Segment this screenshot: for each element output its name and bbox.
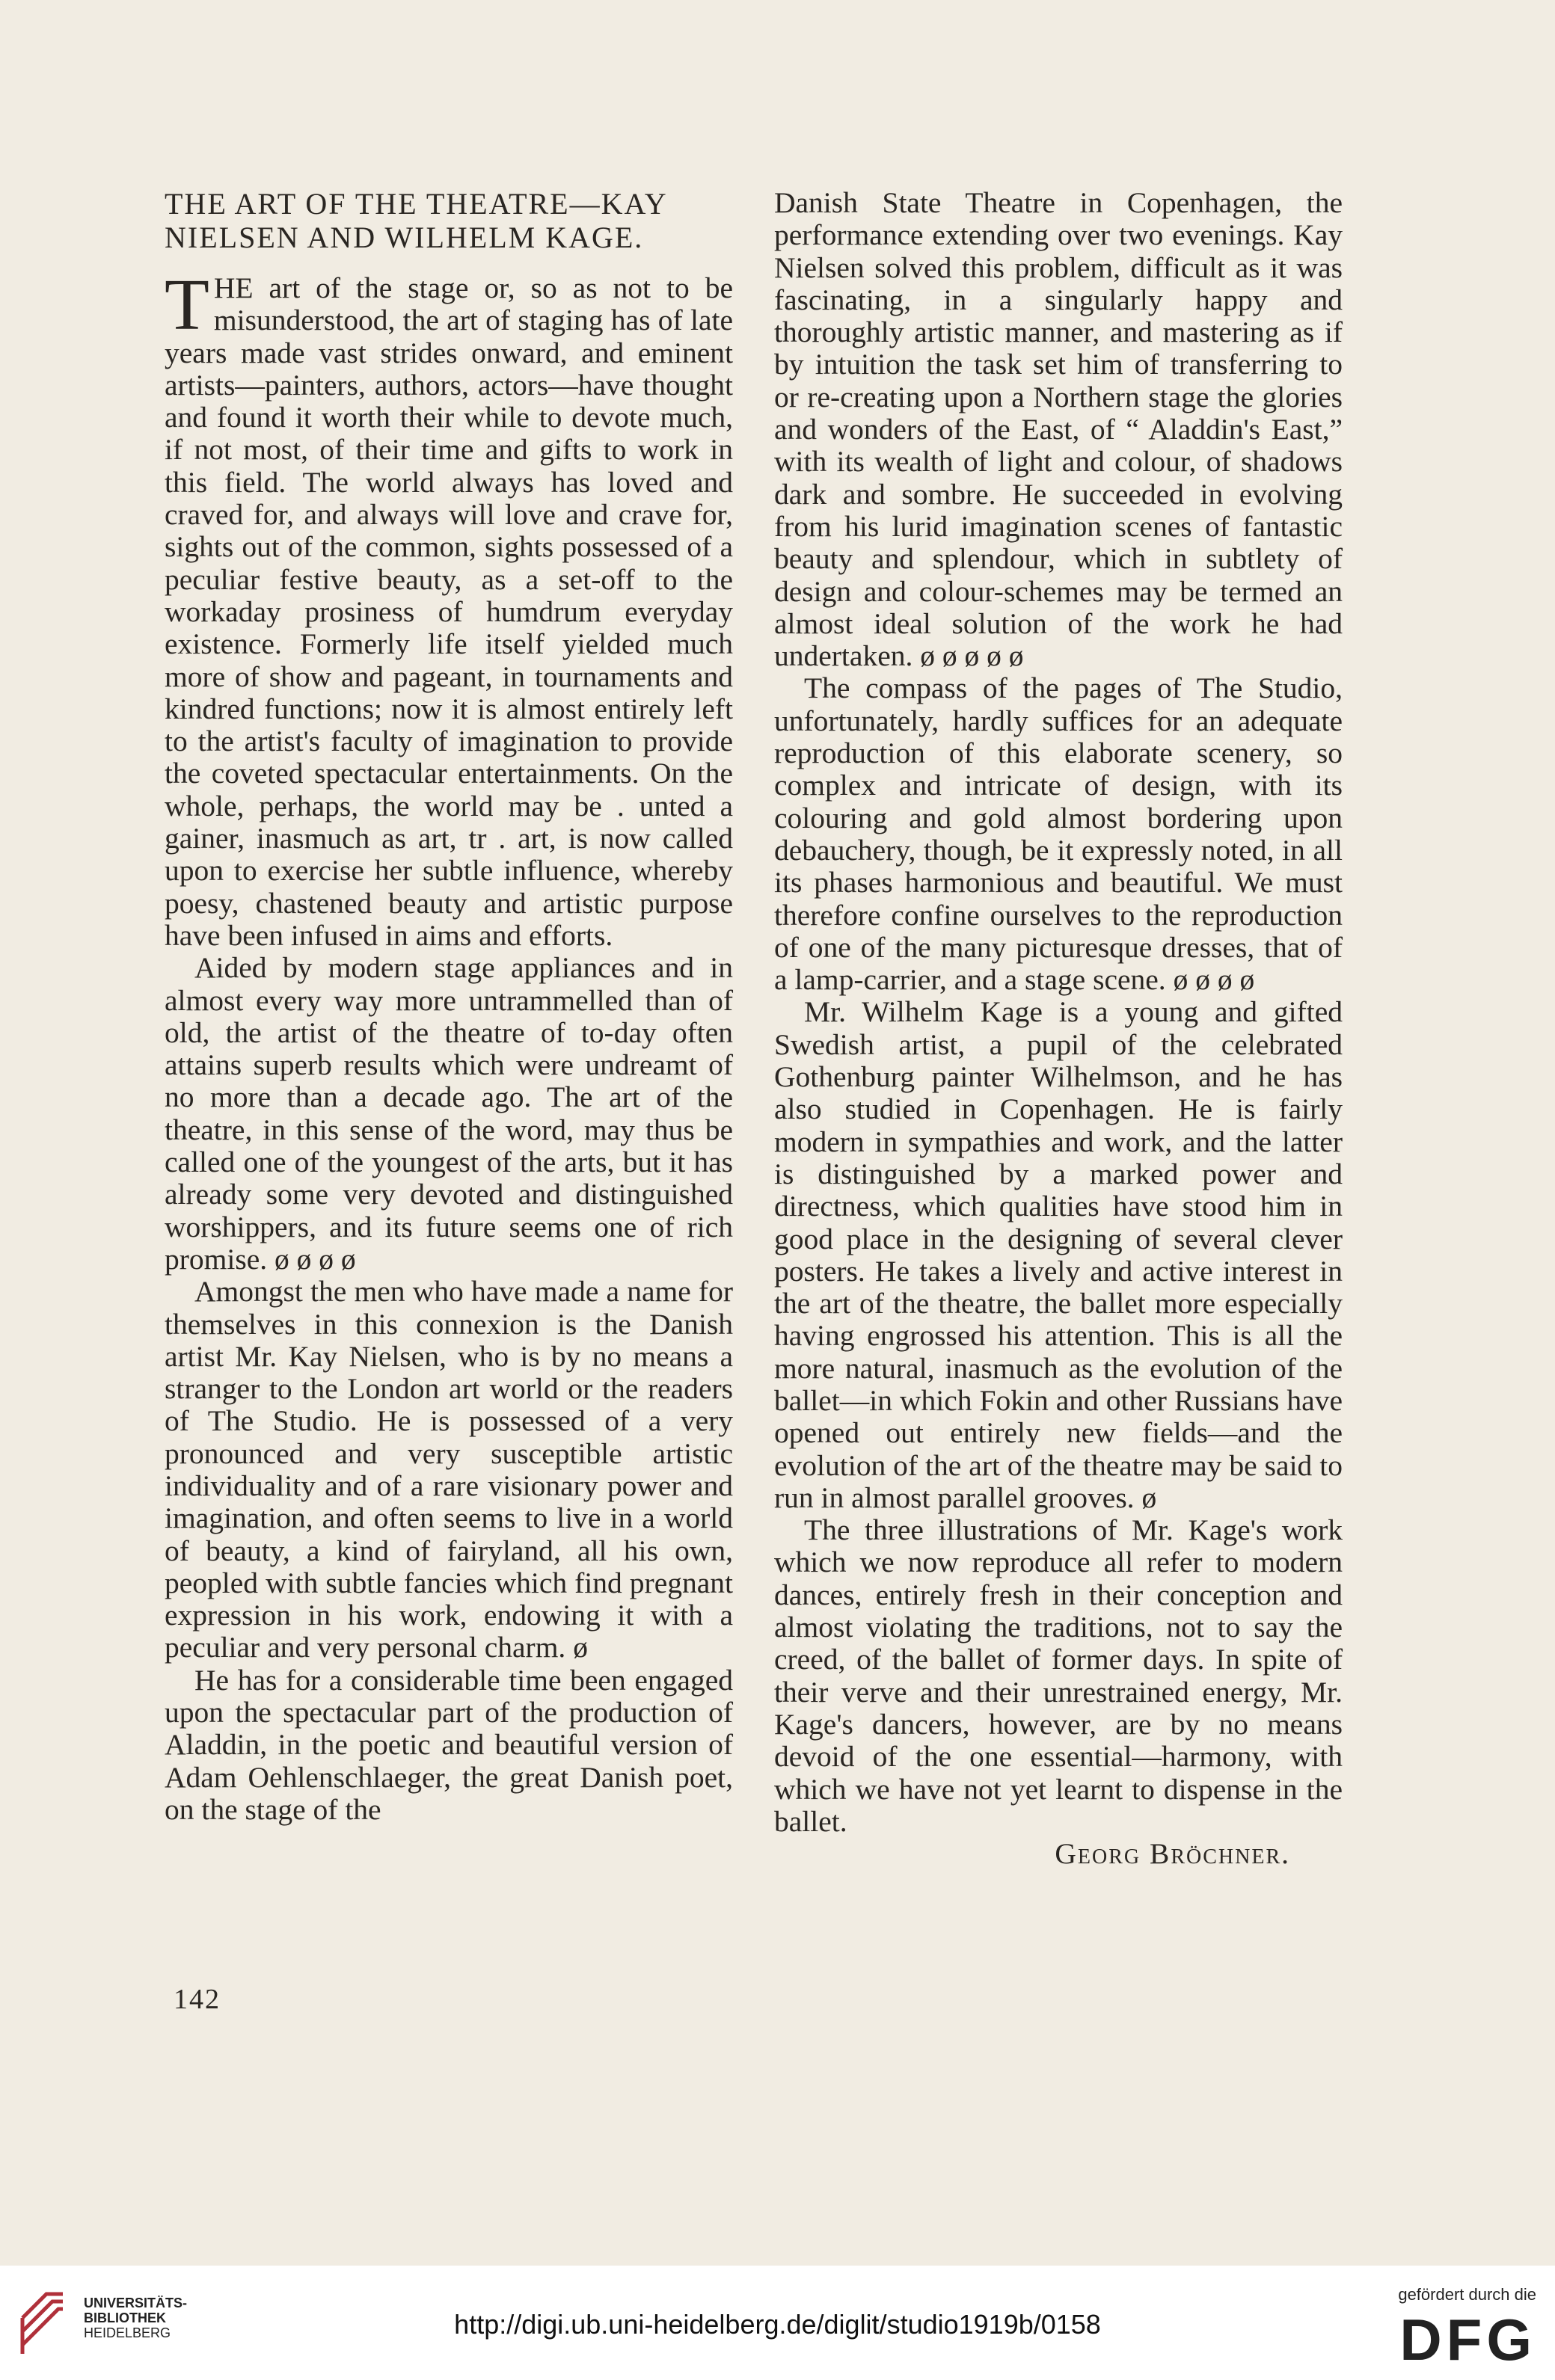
paragraph-4-continued bbox=[774, 187, 1343, 672]
funding-caption: gefördert durch die bbox=[1398, 2285, 1536, 2304]
paragraph-2-text: Aided by modern stage appliances and in almost every way more untrammelled than of old, the artist of the theatre of to-day often attains superb results which were undreamt of no more than a decade ago. The art of the theatre, in this sense of the word, may thus be called one of the youngest of the arts, but it has already some very devoted and distinguished worshippers, and its future seems one of rich promise. bbox=[165, 951, 733, 1276]
digitization-footer bbox=[0, 2266, 1555, 2380]
ornament-row: ø ø ø ø bbox=[274, 1242, 356, 1276]
paragraph-4 bbox=[165, 1664, 733, 1826]
paragraph-5 bbox=[774, 672, 1343, 996]
source-url-link[interactable]: http://digi.ub.uni-heidelberg.de/diglit/studio1919b/0158 bbox=[454, 2309, 1101, 2340]
title-line-1: THE ART OF THE THEATRE—KAY bbox=[165, 187, 668, 221]
title-line-2: NIELSEN AND WILHELM KAGE. bbox=[165, 221, 644, 254]
library-line-3: HEIDELBERG bbox=[84, 2325, 171, 2340]
page-number: 142 bbox=[174, 1984, 221, 2015]
paragraph-7 bbox=[774, 1514, 1343, 1838]
right-column bbox=[774, 187, 1343, 1870]
paragraph-3 bbox=[165, 1276, 733, 1664]
author-signature: Georg Bröchner. bbox=[1055, 1837, 1290, 1871]
left-column bbox=[165, 187, 733, 1826]
paragraph-5-text: The compass of the pages of The Studio, unfortunately, hardly suffices for an adequate reproduction of this elaborate scenery, so complex and intricate of design, with its colouring and gold almost bordering upon debauchery, though, be it expressly noted, in all its phases harmonious and beautiful. We must therefore confine ourselves to the reproduction of one of the many picturesque dresses, that of a lamp-carrier, and a stage scene. bbox=[774, 671, 1343, 997]
paragraph-6-text: Mr. Wilhelm Kage is a young and gifted Swedish artist, a pupil of the celebrated Gothenburg painter Wilhelmson, and he has also studied in Copenhagen. He is fairly modern in sympathies and work, and the latter is distinguished by a marked power and directness, which qualities have stood him in good place in the designing of several clever posters. He takes a lively and active interest in the art of the theatre, the ballet more especially having engrossed his attention. This is all the more natural, inasmuch as the evolution of the ballet—in which Fokin and other Russians have opened out entirely new fields—and the evolution of the art of the theatre may be said to run in almost parallel grooves. bbox=[774, 995, 1343, 1514]
paragraph-6 bbox=[774, 996, 1343, 1514]
paragraph-4-text: He has for a considerable time been engaged upon the spectacular part of the production of Aladdin, in the poetic and beautiful version of Adam Oehlenschlaeger, the great Danish poet, on the stage of the bbox=[165, 1663, 733, 1826]
ornament-row: ø ø ø ø ø bbox=[920, 639, 1024, 673]
ornament-row: ø bbox=[1141, 1480, 1157, 1514]
article-title bbox=[165, 187, 733, 254]
library-line-2: BIBLIOTHEK bbox=[84, 2310, 166, 2325]
paragraph-1 bbox=[165, 265, 733, 952]
drop-cap: T bbox=[165, 265, 209, 345]
paragraph-7-text: The three illustrations of Mr. Kage's work which we now reproduce all refer to modern dances, entirely fresh in their conception and almost violating the traditions, not to say the creed, of the ballet of former days. In spite of their verve and their unrestrained energy, Mr. Kage's dancers, however, are by no means devoid of the one essential—harmony, with which we have not yet learnt to dispense in the ballet. bbox=[774, 1513, 1343, 1838]
paragraph-1-text: HE art of the stage or, so as not to be misunderstood, the art of staging has of late years made vast strides onward, and eminent artists—painters, authors, actors—have thought and found it worth their while to devote much, if not most, of their time and gifts to work in this field. The world always has loved and craved for, and always will love and crave for, sights out of the common, sights possessed of a peculiar festive beauty, as a set-off to the workaday prosiness of humdrum everyday existence. Formerly life itself yielded much more of show and pageant, in tournaments and kindred functions; now it is almost entirely left to the artist's faculty of imagination to provide the coveted spectacular entertainments. On the whole, perhaps, the world may be . unted a gainer, inasmuch as art, tr . art, is now called upon to exercise her subtle influence, whereby poesy, chastened beauty and artistic purpose have been infused in aims and efforts. bbox=[165, 271, 733, 952]
library-line-1: UNIVERSITÄTS- bbox=[84, 2296, 188, 2310]
ornament-row: ø ø ø ø bbox=[1173, 963, 1255, 997]
paragraph-2 bbox=[165, 952, 733, 1276]
paragraph-4-cont-text: Danish State Theatre in Copenhagen, the performance extending over two evenings. Kay Nielsen solved this problem, difficult as it was fascinating, in a singularly happy and thoroughly artistic manner, and mastering as if by intuition the task set him of transferring to or re-creating upon a Northern stage the glories and wonders of the East, of “ Aladdin's East,” with its wealth of light and colour, of shadows dark and sombre. He succeeded in evolving from his lurid imagination scenes of fantastic beauty and splendour, which in subtlety of design and colour-schemes may be termed an almost ideal solution of the work he had undertaken. bbox=[774, 186, 1343, 673]
dfg-logo: DFG bbox=[1399, 2307, 1536, 2373]
paragraph-3-text: Amongst the men who have made a name for themselves in this connexion is the Danish artist Mr. Kay Nielsen, who is by no means a stranger to the London art world or the readers of The Studio. He is possessed of a very pronounced and very susceptible artistic individuality and of a rare visionary power and imagination, and often seems to live in a world of beauty, a kind of fairyland, all his own, peopled with subtle fancies which find pregnant expression in his work, endowing it with a peculiar and very personal charm. bbox=[165, 1275, 733, 1664]
ornament-row: ø bbox=[573, 1631, 588, 1664]
